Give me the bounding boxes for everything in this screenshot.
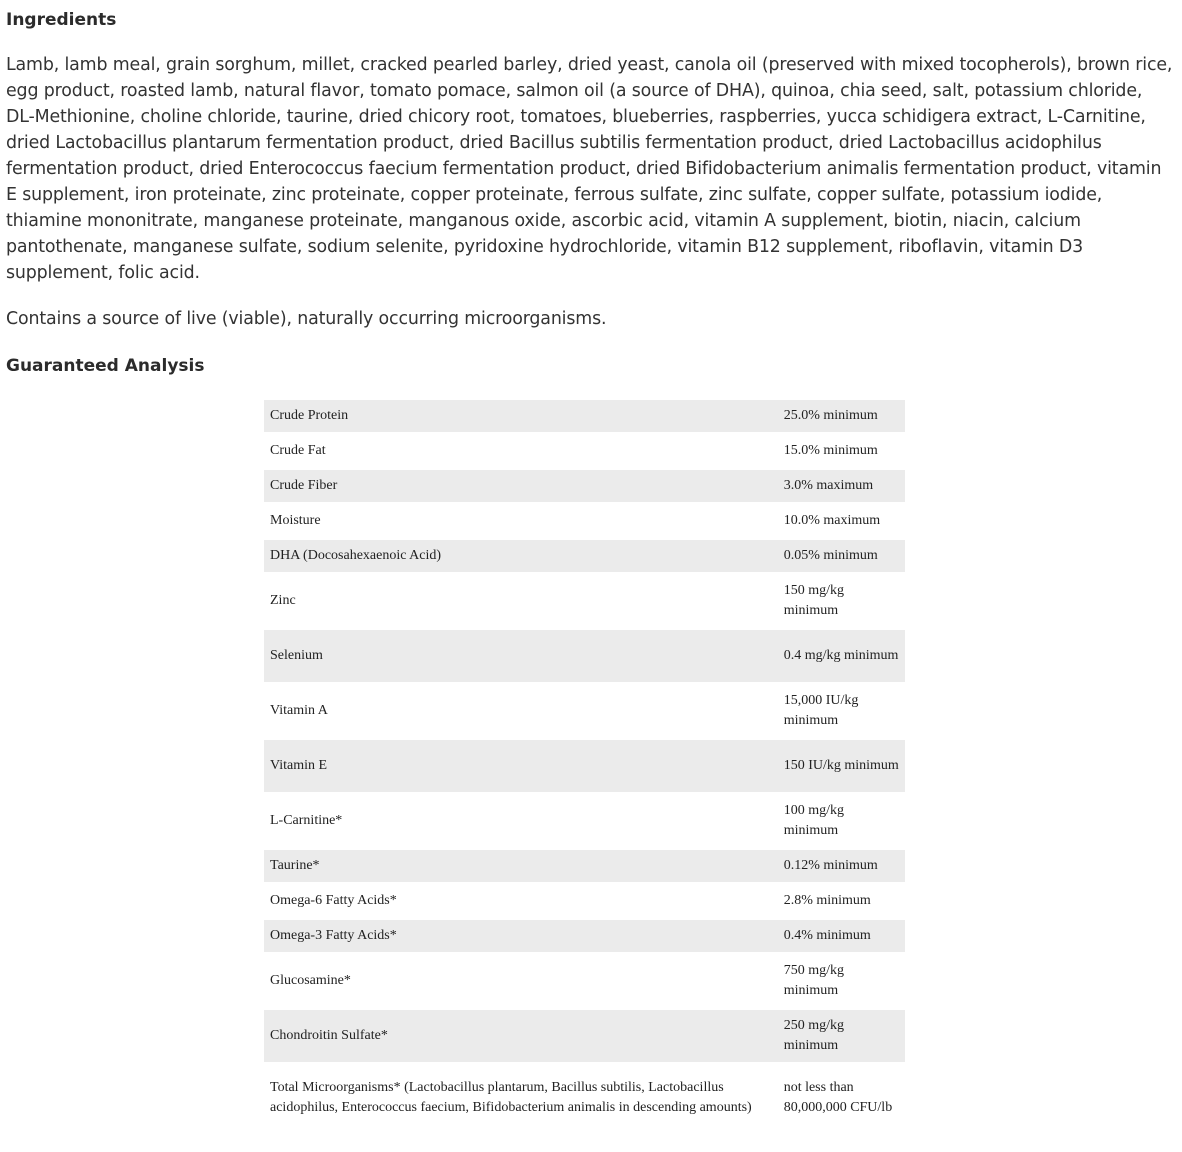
nutrient-name: Selenium: [264, 630, 778, 682]
probiotic-note: Contains a source of live (viable), naturally occurring microorganisms.: [6, 309, 607, 329]
nutrient-name: DHA (Docosahexaenoic Acid): [264, 540, 778, 572]
table-row: [264, 575, 905, 627]
table-row: [264, 850, 905, 882]
guaranteed-analysis-table: [264, 397, 905, 1134]
nutrient-value: 3.0% maximum: [778, 470, 905, 502]
nutrient-value: 150 mg/kg minimum: [783, 583, 844, 618]
ingredients-heading: Ingredients: [6, 10, 117, 30]
nutrient-name: Zinc: [270, 593, 296, 608]
nutrient-value: 750 mg/kg minimum: [783, 963, 844, 998]
table-row: [264, 1065, 905, 1131]
table-row: [264, 1010, 905, 1062]
guaranteed-analysis-heading: Guaranteed Analysis: [6, 356, 205, 376]
table-row: [264, 955, 905, 1007]
nutrient-name: Crude Fiber: [264, 470, 778, 502]
nutrient-value: 0.12% minimum: [778, 850, 905, 882]
nutrient-name: Glucosamine*: [270, 973, 351, 988]
nutrient-name: Omega-6 Fatty Acids*: [270, 893, 397, 908]
nutrient-name: Taurine*: [264, 850, 778, 882]
nutrient-value: 25.0% minimum: [778, 400, 905, 432]
nutrient-name: L-Carnitine*: [270, 813, 343, 828]
table-row: [264, 540, 905, 572]
nutrient-value: 100 mg/kg minimum: [783, 803, 844, 838]
table-row: [264, 435, 905, 467]
nutrient-value: 0.4 mg/kg minimum: [778, 630, 905, 682]
nutrient-value: 0.05% minimum: [778, 540, 905, 572]
nutrient-name: Crude Fat: [270, 443, 326, 458]
table-row: [264, 505, 905, 537]
nutrient-value: not less than 80,000,000 CFU/lb: [783, 1080, 893, 1115]
table-row: [264, 740, 905, 792]
nutrient-value: 2.8% minimum: [783, 893, 871, 908]
nutrient-name: Vitamin E: [264, 740, 778, 792]
table-row: [264, 795, 905, 847]
nutrient-value: 15,000 IU/kg minimum: [783, 693, 859, 728]
nutrient-name: Crude Protein: [264, 400, 778, 432]
nutrient-value: 15.0% minimum: [783, 443, 878, 458]
nutrient-name: Omega-3 Fatty Acids*: [264, 920, 778, 952]
nutrient-name: Moisture: [270, 513, 321, 528]
nutrient-value: 150 IU/kg minimum: [778, 740, 905, 792]
ingredients-list: Lamb, lamb meal, grain sorghum, millet, cracked pearled barley, dried yeast, canola oil (preserved with mixed tocopherols), brown rice, egg product, roasted lamb, natural flavor, tomato pomace, salmon oil (a source of DHA), quinoa, chia seed, salt, potassium chloride, DL-Methionine, choline chloride, taurine, dried chicory root, tomatoes, blueberries, raspberries, yucca schidigera extract, L-Carnitine, dried Lactobacillus plantarum fermentation product, dried Bacillus subtilis fermentation product, dried Lactobacillus acidophilus fermentation product, dried Enterococcus faecium fermentation product, dried Bifidobacterium animalis fermentation product, vitamin E supplement, iron proteinate, zinc proteinate, copper proteinate, ferrous sulfate, zinc sulfate, copper sulfate, potassium iodide, thiamine mononitrate, manganese proteinate, manganous oxide, ascorbic acid, vitamin A supplement, biotin, niacin, calcium pantothenate, manganese sulfate, sodium selenite, pyridoxine hydrochloride, vitamin B12 supplement, riboflavin, vitamin D3 supplement, folic acid.: [6, 55, 1173, 283]
table-row: [264, 630, 905, 682]
nutrient-name: Chondroitin Sulfate*: [264, 1010, 778, 1062]
table-row: [264, 400, 905, 432]
nutrient-name: Vitamin A: [270, 703, 328, 718]
nutrient-value: 250 mg/kg minimum: [778, 1010, 905, 1062]
table-row: [264, 920, 905, 952]
nutrient-value: 0.4% minimum: [778, 920, 905, 952]
table-row: [264, 470, 905, 502]
table-row: [264, 685, 905, 737]
nutrient-name: Total Microorganisms* (Lactobacillus plantarum, Bacillus subtilis, Lactobacillus acidophilus, Enterococcus faecium, Bifidobacterium animalis in descending amounts): [270, 1080, 752, 1115]
nutrient-value: 10.0% maximum: [783, 513, 881, 528]
table-row: [264, 885, 905, 917]
